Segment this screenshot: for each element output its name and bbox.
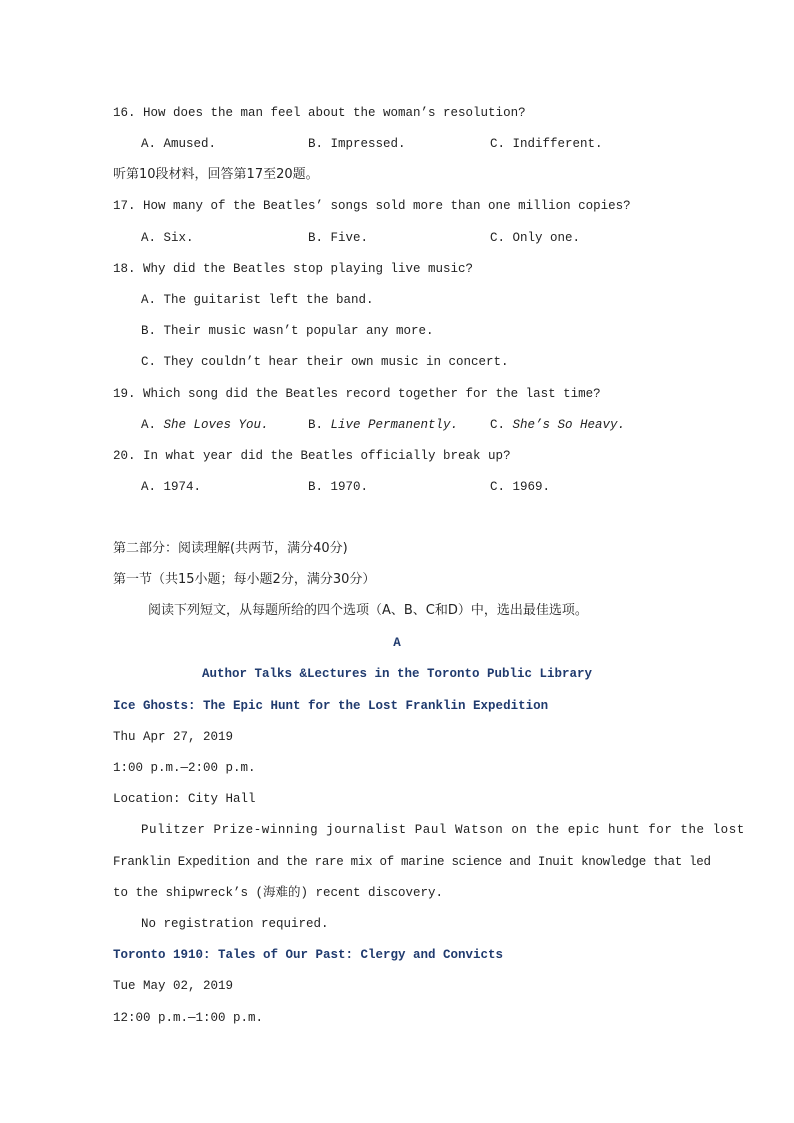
q20-option-c: C. 1969. [490,480,551,494]
q19-option-a [141,417,269,433]
question-20: 20. In what year did the Beatles officially break up? [113,449,511,463]
q16-option-a: A. Amused. [141,137,217,151]
event2-date: Tue May 02, 2019 [113,979,234,993]
passage-label: A [393,636,401,650]
event1-desc-line1: Pulitzer Prize-winning journalist Paul Watson on the epic hunt for the lost [141,823,745,837]
q18-option-c: C. They couldn’t hear their own music in concert. [141,355,509,369]
q19-option-c-letter: C. [490,418,506,432]
part2-instruction: 阅读下列短文，从每题所给的四个选项（A、B、C和D）中，选出最佳选项。 [148,603,588,618]
q19-option-b-title: Live Permanently. [330,418,459,432]
q17-option-b: B. Five. [308,231,369,245]
question-19: 19. Which song did the Beatles record together for the last time? [113,387,601,401]
event1-location: Location: City Hall [113,792,256,806]
q16-option-b: B. Impressed. [308,137,406,151]
passage-title: Author Talks &Lectures in the Toronto Public Library [201,667,593,681]
section-note-text10: 听第10段材料，回答第17至20题。 [113,167,319,182]
part2-title: 第二部分：阅读理解(共两节，满分40分) [113,541,348,556]
event1-desc-line2: Franklin Expedition and the rare mix of marine science and Inuit knowledge that led [113,855,711,869]
part2-section1: 第一节（共15小题；每小题2分，满分30分） [113,572,376,587]
q19-option-a-title: She Loves You. [163,418,269,432]
q20-option-b: B. 1970. [308,480,369,494]
event1-desc-line3: to the shipwreck’s (海难的) recent discovery. [113,886,444,900]
q17-option-a: A. Six. [141,231,194,245]
q19-option-b-letter: B. [308,418,324,432]
event2-time: 12:00 p.m.—1:00 p.m. [113,1011,264,1025]
q19-option-c [490,417,625,433]
q19-option-c-title: She’s So Heavy. [512,418,626,432]
q17-option-c: C. Only one. [490,231,581,245]
q19-option-a-letter: A. [141,418,157,432]
event1-registration: No registration required. [141,917,329,931]
q16-option-c: C. Indifferent. [490,137,603,151]
question-17: 17. How many of the Beatles’ songs sold more than one million copies? [113,199,631,213]
event1-time: 1:00 p.m.—2:00 p.m. [113,761,256,775]
q19-option-b [308,417,458,433]
question-16: 16. How does the man feel about the woman’s resolution? [113,106,526,120]
q18-option-b: B. Their music wasn’t popular any more. [141,324,434,338]
event2-title: Toronto 1910: Tales of Our Past: Clergy and Convicts [113,948,504,962]
q18-option-a: A. The guitarist left the band. [141,293,374,307]
q20-option-a: A. 1974. [141,480,202,494]
question-18: 18. Why did the Beatles stop playing live music? [113,262,474,276]
event1-title: Ice Ghosts: The Epic Hunt for the Lost Franklin Expedition [113,699,549,713]
event1-date: Thu Apr 27, 2019 [113,730,234,744]
